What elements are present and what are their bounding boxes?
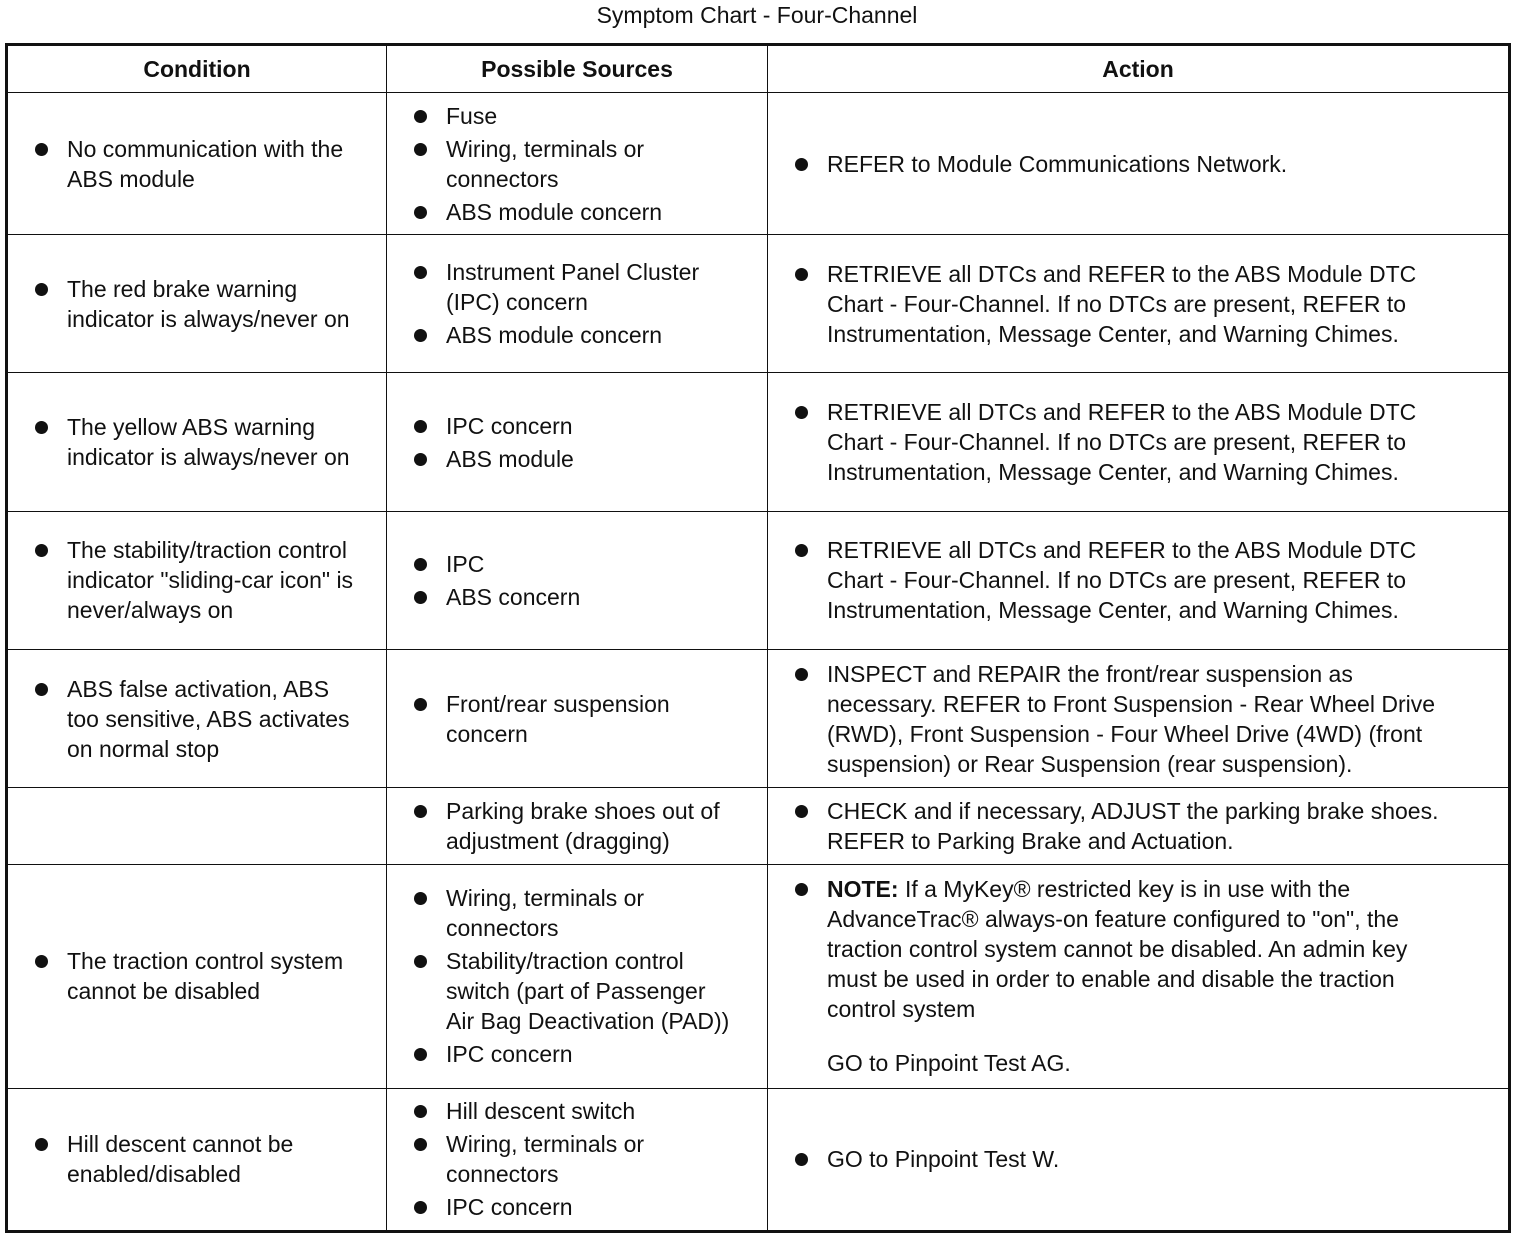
table-row	[7, 865, 1510, 1088]
source-text: Wiring, terminals or connectors	[446, 135, 645, 192]
header-row	[7, 45, 1510, 93]
table-row	[7, 373, 1510, 511]
condition-cell	[7, 1088, 387, 1231]
action-item	[792, 874, 1496, 1024]
source-item	[411, 444, 755, 474]
action-cell	[768, 649, 1510, 787]
bullet-icon	[414, 1048, 427, 1061]
bullet-icon	[795, 268, 808, 281]
bullet-icon	[414, 591, 427, 604]
bullet-icon	[35, 283, 48, 296]
header-condition: Condition	[7, 45, 387, 93]
source-item	[411, 1129, 755, 1189]
source-text: Hill descent switch	[446, 1098, 636, 1125]
action-item	[792, 796, 1496, 856]
sources-cell	[387, 373, 768, 511]
source-text: IPC concern	[446, 1041, 573, 1068]
bullet-icon	[414, 143, 427, 156]
bullet-icon	[35, 143, 48, 156]
condition-item	[32, 535, 374, 625]
bullet-icon	[414, 206, 427, 219]
bullet-icon	[414, 453, 427, 466]
source-item	[411, 549, 755, 579]
source-text: Parking brake shoes out of adjustment (dragging)	[446, 798, 720, 855]
source-item	[411, 411, 755, 441]
source-item	[411, 1039, 755, 1069]
note-label: NOTE:	[827, 876, 899, 903]
header-action: Action	[768, 45, 1510, 93]
bullet-icon	[414, 1201, 427, 1214]
action-text: RETRIEVE all DTCs and REFER to the ABS Module DTC Chart - Four-Channel. If no DTCs are present, REFER to Instrumentation, Message Center, and Warning Chimes.	[827, 399, 1417, 486]
condition-cell	[7, 788, 387, 865]
source-item	[411, 197, 755, 227]
source-item	[411, 320, 755, 350]
sources-cell	[387, 865, 768, 1088]
source-item	[411, 883, 755, 943]
action-text: If a MyKey® restricted key is in use with the AdvanceTrac® always-on feature configured to "on", the traction control system cannot be disabled. An admin key must be used in order to enable and disable the traction control system	[827, 876, 1408, 1023]
action-followup-text: GO to Pinpoint Test AG.	[827, 1050, 1071, 1077]
sources-cell	[387, 93, 768, 235]
condition-cell	[7, 373, 387, 511]
condition-item	[32, 946, 374, 1006]
sources-cell	[387, 235, 768, 373]
condition-cell	[7, 865, 387, 1088]
source-item	[411, 1192, 755, 1222]
action-item	[792, 259, 1496, 349]
table-row	[7, 511, 1510, 649]
source-item	[411, 946, 755, 1036]
table-row	[7, 788, 1510, 865]
action-item	[792, 397, 1496, 487]
source-text: Fuse	[446, 102, 498, 129]
source-item	[411, 796, 755, 856]
source-text: Wiring, terminals or connectors	[446, 885, 645, 942]
condition-text: No communication with the ABS module	[67, 135, 344, 192]
bullet-icon	[414, 955, 427, 968]
action-text: INSPECT and REPAIR the front/rear suspension as necessary. REFER to Front Suspension - Rear Wheel Drive (RWD), Front Suspension - Four Wheel Drive (4WD) (front suspension) or Rear Suspension (rear suspension).	[827, 660, 1436, 777]
action-item	[792, 149, 1496, 179]
condition-item	[32, 412, 374, 472]
bullet-icon	[35, 1138, 48, 1151]
bullet-icon	[414, 110, 427, 123]
source-text: Instrument Panel Cluster (IPC) concern	[446, 259, 700, 316]
bullet-icon	[795, 805, 808, 818]
condition-item	[32, 274, 374, 334]
source-text: ABS concern	[446, 583, 581, 610]
condition-text: ABS false activation, ABS too sensitive, ABS activates on normal stop	[67, 675, 350, 762]
action-cell	[768, 788, 1510, 865]
bullet-icon	[795, 1153, 808, 1166]
symptom-chart-table	[5, 43, 1511, 1233]
bullet-icon	[35, 544, 48, 557]
action-cell	[768, 373, 1510, 511]
action-text: GO to Pinpoint Test W.	[827, 1146, 1060, 1173]
condition-cell	[7, 235, 387, 373]
action-item	[792, 535, 1496, 625]
condition-text: The traction control system cannot be disabled	[67, 948, 344, 1005]
bullet-icon	[414, 420, 427, 433]
action-cell	[768, 93, 1510, 235]
source-text: ABS module	[446, 445, 574, 472]
source-item	[411, 134, 755, 194]
bullet-icon	[35, 421, 48, 434]
bullet-icon	[795, 158, 808, 171]
bullet-icon	[414, 329, 427, 342]
condition-text: The yellow ABS warning indicator is always/never on	[67, 414, 350, 471]
condition-cell	[7, 649, 387, 787]
bullet-icon	[414, 805, 427, 818]
action-text: REFER to Module Communications Network.	[827, 150, 1288, 177]
bullet-icon	[795, 668, 808, 681]
table-row	[7, 93, 1510, 235]
action-text: CHECK and if necessary, ADJUST the parking brake shoes. REFER to Parking Brake and Actuation.	[827, 798, 1439, 855]
sources-cell	[387, 788, 768, 865]
source-text: ABS module concern	[446, 322, 663, 349]
action-cell	[768, 865, 1510, 1088]
condition-text: The red brake warning indicator is always/never on	[67, 275, 350, 332]
bullet-icon	[414, 1138, 427, 1151]
source-item	[411, 582, 755, 612]
condition-text: The stability/traction control indicator "sliding-car icon" is never/always on	[67, 537, 354, 624]
source-text: IPC concern	[446, 412, 573, 439]
source-text: IPC concern	[446, 1194, 573, 1221]
source-text: ABS module concern	[446, 198, 663, 225]
table-row	[7, 649, 1510, 787]
action-item	[792, 1144, 1496, 1174]
bullet-icon	[795, 883, 808, 896]
condition-cell	[7, 511, 387, 649]
bullet-icon	[795, 406, 808, 419]
bullet-icon	[414, 698, 427, 711]
action-item	[792, 659, 1496, 779]
bullet-icon	[35, 683, 48, 696]
source-text: IPC	[446, 550, 485, 577]
condition-item	[32, 674, 374, 764]
condition-text: Hill descent cannot be enabled/disabled	[67, 1131, 294, 1188]
sources-cell	[387, 1088, 768, 1231]
action-cell	[768, 235, 1510, 373]
bullet-icon	[414, 1105, 427, 1118]
condition-item	[32, 1129, 374, 1189]
action-text: RETRIEVE all DTCs and REFER to the ABS Module DTC Chart - Four-Channel. If no DTCs are present, REFER to Instrumentation, Message Center, and Warning Chimes.	[827, 260, 1417, 347]
source-item	[411, 1096, 755, 1126]
condition-cell	[7, 93, 387, 235]
source-text: Stability/traction control switch (part of Passenger Air Bag Deactivation (PAD))	[446, 948, 730, 1035]
source-item	[411, 689, 755, 749]
table-row	[7, 235, 1510, 373]
action-cell	[768, 511, 1510, 649]
table-row	[7, 1088, 1510, 1231]
bullet-icon	[414, 892, 427, 905]
document-title: Symptom Chart - Four-Channel	[596, 2, 918, 28]
bullet-icon	[414, 558, 427, 571]
action-text: RETRIEVE all DTCs and REFER to the ABS Module DTC Chart - Four-Channel. If no DTCs are present, REFER to Instrumentation, Message Center, and Warning Chimes.	[827, 537, 1417, 624]
bullet-icon	[795, 544, 808, 557]
source-text: Front/rear suspension concern	[446, 690, 670, 747]
bullet-icon	[35, 955, 48, 968]
sources-cell	[387, 511, 768, 649]
bullet-icon	[414, 266, 427, 279]
action-cell	[768, 1088, 1510, 1231]
source-item	[411, 101, 755, 131]
sources-cell	[387, 649, 768, 787]
condition-item	[32, 134, 374, 194]
source-item	[411, 257, 755, 317]
header-possible-sources: Possible Sources	[387, 45, 768, 93]
source-text: Wiring, terminals or connectors	[446, 1131, 645, 1188]
